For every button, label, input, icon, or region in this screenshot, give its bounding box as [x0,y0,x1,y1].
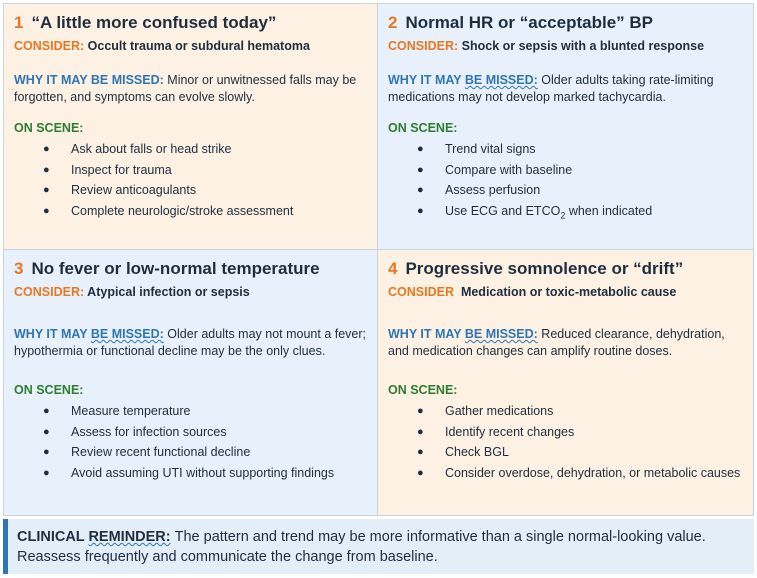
list-item: ● Review anticoagulants [43,183,197,197]
bullet-icon: ● [43,425,50,438]
list-item: ● Review recent functional decline [43,445,251,459]
card-number: 3 [14,259,24,278]
list-item: ● Avoid assuming UTI without supporting findings [43,465,335,480]
bullet-icon: ● [417,204,424,217]
why-text: Minor or unwitnessed falls may be forgotten, and symptoms can evolve slowly. [14,73,357,104]
bullet-icon: ● [43,143,50,155]
list-item: ● Ask about falls or head strike [43,142,232,156]
card-3 [3,250,378,516]
on-scene-list [14,141,367,219]
bullet-icon: ● [43,184,50,196]
list-item: ● Inspect for trauma [43,162,172,177]
why-missed [14,72,367,106]
why-label: WHY IT MAY BE MISSED: [14,327,164,341]
card-2 [378,4,754,250]
why-text: Reduced clearance, dehydration, and medication changes can amplify routine doses. [388,327,725,358]
card-title [388,258,743,280]
list-item: ● Use ECG and $ETCO_2$ when indicated [417,203,653,220]
bullet-icon: ● [417,466,424,479]
list-item: ● Identify recent changes [417,424,575,439]
card-grid [3,3,754,516]
list-item: ● Assess perfusion [417,183,541,197]
bullet-icon: ● [43,405,50,417]
consider-text: Shock or sepsis with a blunted response [461,39,705,53]
why-text: Older adults taking rate-limiting medications may not develop marked tachycardia. [388,73,714,104]
on-scene-list [388,141,743,223]
card-number: 2 [388,13,398,32]
consider-label: CONSIDER: [388,39,459,53]
why-missed [14,326,367,360]
card-title-text: No fever or low-normal temperature [31,259,320,278]
consider-line [388,284,743,300]
bullet-icon: ● [417,184,424,196]
card-title [14,12,367,34]
consider-line [14,38,367,54]
why-text: Older adults may not mount a fever; hypothermia or functional decline may be the only clues. [14,327,367,358]
bullet-icon: ● [43,466,50,479]
consider-text: Medication or toxic-metabolic cause [460,285,677,299]
why-label: WHY IT MAY BE MISSED: [388,327,538,341]
consider-label: CONSIDER [388,285,454,299]
card-4 [378,250,754,516]
bullet-icon: ● [43,163,50,176]
on-scene-label: ON SCENE: [14,383,84,397]
card-number: 1 [14,13,24,32]
why-label: WHY IT MAY BE MISSED: [388,73,538,87]
reminder-label: CLINICAL REMINDER: [17,529,171,545]
list-item: ● Compare with baseline [417,162,573,177]
bullet-icon: ● [417,446,424,458]
list-item: ● Consider overdose, dehydration, or metabolic causes [417,465,741,480]
list-item: ● Check BGL [417,445,509,459]
bullet-icon: ● [417,143,424,155]
card-title-text: “A little more confused today” [31,13,277,32]
list-item: ● Complete neurologic/stroke assessment [43,203,294,218]
why-label: WHY IT MAY BE MISSED: [14,73,164,87]
why-missed [388,72,743,106]
card-title-text: Normal HR or “acceptable” BP [405,13,653,32]
card-title [388,12,743,34]
consider-label: CONSIDER: [14,285,85,299]
on-scene-label: ON SCENE: [388,383,458,397]
consider-line [14,284,367,300]
on-scene-list [14,403,367,481]
card-title-text: Progressive somnolence or “drift” [405,259,684,278]
why-missed [388,326,743,360]
list-item: ● Trend vital signs [417,142,536,156]
reminder-text: The pattern and trend may be more informative than a single normal-looking value. Reassess frequently and communicate the change from baseline. [17,529,706,565]
bullet-icon: ● [43,204,50,217]
on-scene-label: ON SCENE: [14,121,84,135]
consider-line [388,38,743,54]
card-number: 4 [388,259,398,278]
consider-text: Atypical infection or sepsis [87,285,250,299]
bullet-icon: ● [417,163,424,176]
consider-text: Occult trauma or subdural hematoma [87,39,310,53]
bullet-icon: ● [417,405,424,417]
on-scene-list [388,403,743,481]
bullet-icon: ● [43,446,50,458]
card-title [14,258,367,280]
list-item: ● Assess for infection sources [43,424,227,439]
card-1 [3,4,378,250]
consider-label: CONSIDER: [14,39,85,53]
list-item: ● Gather medications [417,404,554,418]
on-scene-label: ON SCENE: [388,121,458,135]
list-item: ● Measure temperature [43,404,191,418]
bullet-icon: ● [417,425,424,438]
clinical-reminder [3,519,754,574]
